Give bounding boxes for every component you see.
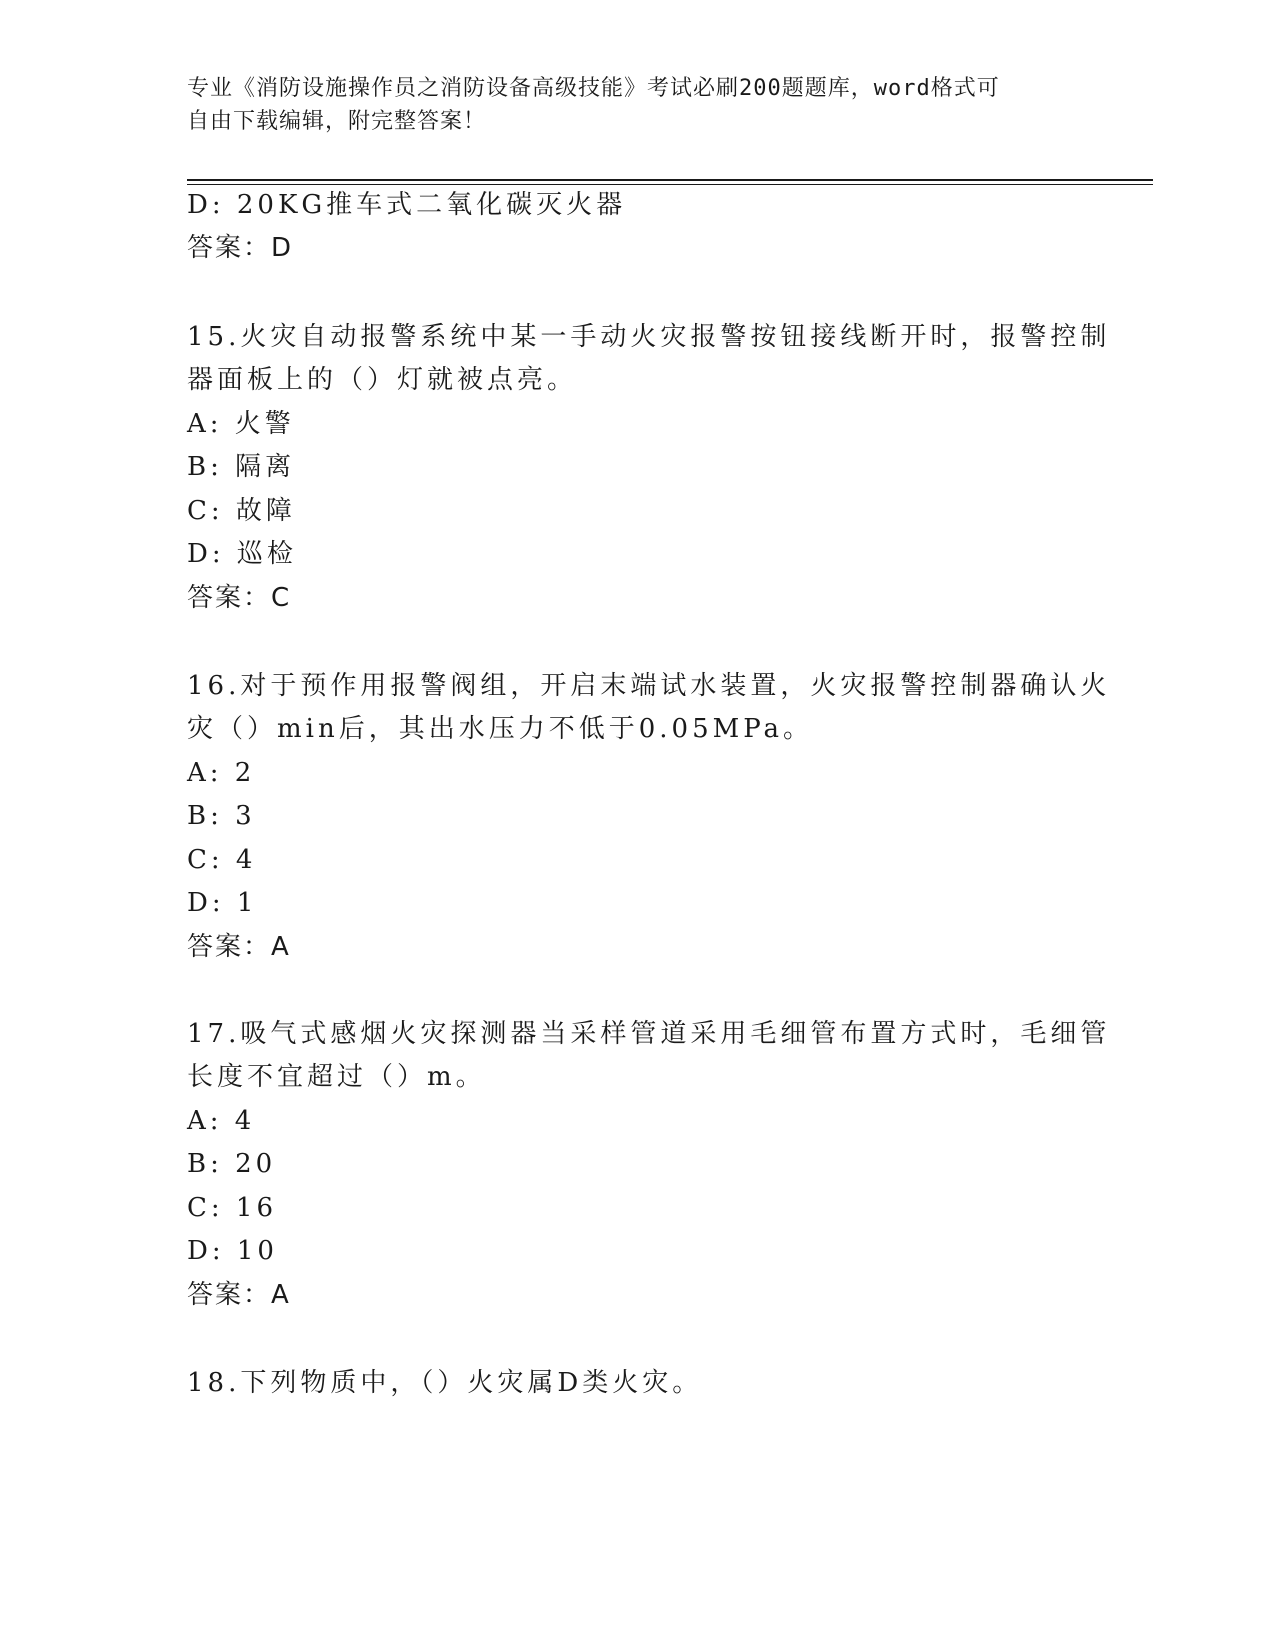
question-17-line-1: 17.吸气式感烟火灾探测器当采样管道采用毛细管布置方式时，毛细管 <box>187 1019 1111 1049</box>
question-18-line-1: 18.下列物质中，（）火灾属D类火灾。 <box>187 1368 703 1398</box>
option-b-q17: B: 20 <box>187 1149 277 1179</box>
header-line-1: 专业《消防设施操作员之消防设备高级技能》考试必刷200题题库，word格式可 <box>187 76 1000 101</box>
question-16-line-2: 灾（）min后，其出水压力不低于0.05MPa。 <box>187 714 814 744</box>
answer-q16: 答案：A <box>187 932 291 962</box>
header-rule-thick <box>187 179 1153 181</box>
header-line-2: 自由下载编辑，附完整答案！ <box>187 109 487 134</box>
option-a-q15: A: 火警 <box>187 409 295 439</box>
option-a-q16: A: 2 <box>187 758 256 788</box>
option-d-q16: D: 1 <box>187 888 258 918</box>
option-c-q16: C: 4 <box>187 845 257 875</box>
option-b-q16: B: 3 <box>187 801 256 831</box>
option-c-q17: C: 16 <box>187 1193 278 1223</box>
answer-q15: 答案：C <box>187 583 292 613</box>
header-rule-thin <box>187 184 1153 185</box>
question-16-line-1: 16.对于预作用报警阀组，开启末端试水装置，火灾报警控制器确认火 <box>187 671 1111 701</box>
question-15-line-1: 15.火灾自动报警系统中某一手动火灾报警按钮接线断开时，报警控制 <box>187 322 1111 352</box>
option-d-q17: D: 10 <box>187 1236 278 1266</box>
option-d-q15: D: 巡检 <box>187 539 297 569</box>
answer-q17: 答案：A <box>187 1280 291 1310</box>
option-b-q15: B: 隔离 <box>187 452 296 482</box>
question-15-line-2: 器面板上的（）灯就被点亮。 <box>187 365 578 395</box>
option-a-q17: A: 4 <box>187 1106 256 1136</box>
option-c-q15: C: 故障 <box>187 496 296 526</box>
answer-q14: 答案：D <box>187 233 294 263</box>
option-d-q14: D: 20KG推车式二氧化碳灭火器 <box>187 190 627 220</box>
question-17-line-2: 长度不宜超过（）m。 <box>187 1062 486 1092</box>
page-header <box>187 72 1087 138</box>
